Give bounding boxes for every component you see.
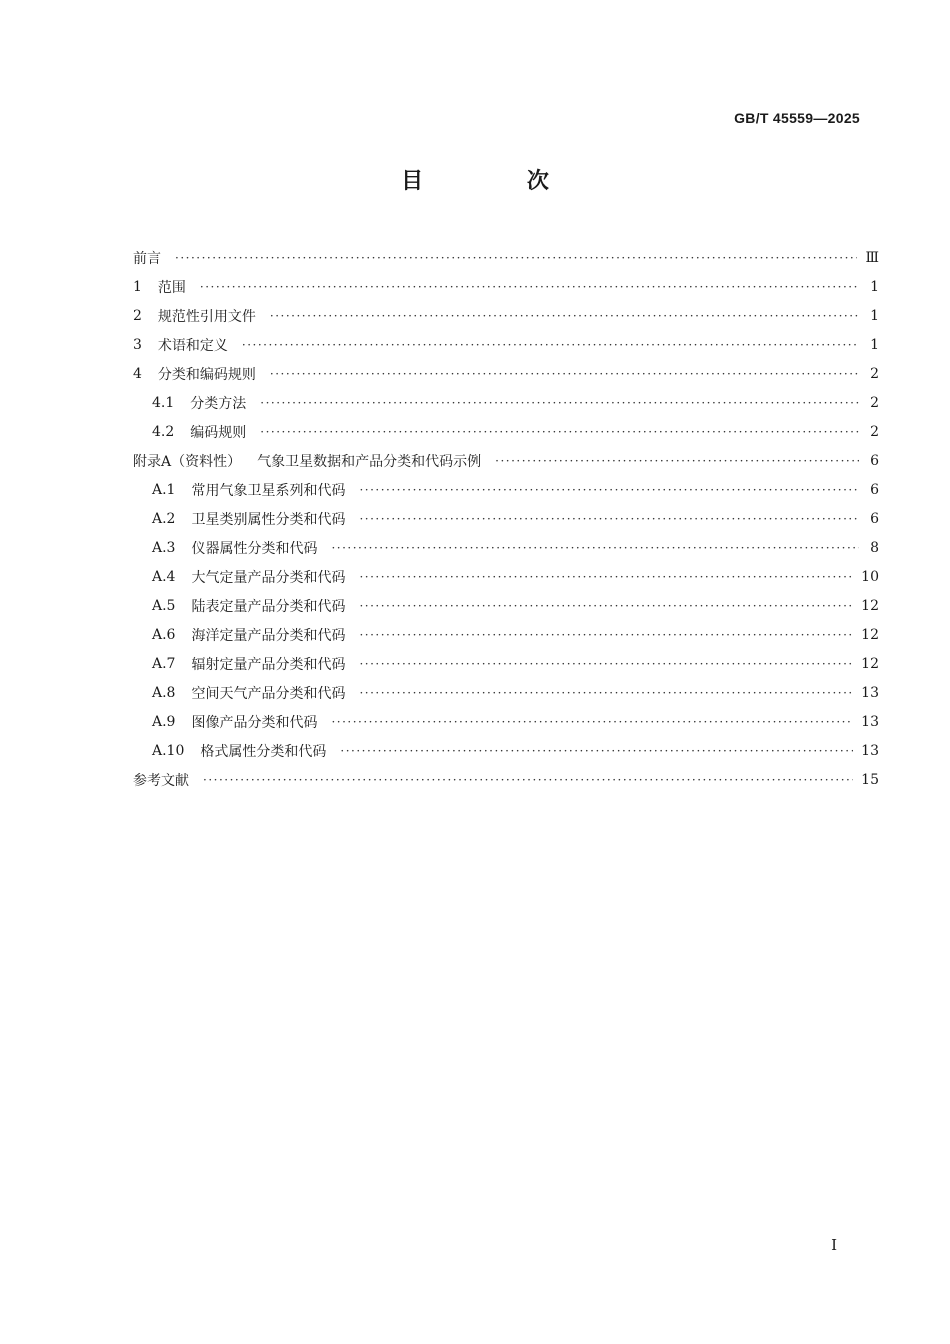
toc-entry-number: 4.2 (152, 423, 175, 440)
toc-entry-number: A.10 (152, 742, 185, 759)
toc-entry-number: 4.1 (152, 394, 175, 411)
toc-dot-leader (200, 280, 859, 294)
toc-entry-page: 1 (870, 278, 879, 295)
toc-entry-label: 常用气象卫星系列和代码 (191, 482, 346, 499)
toc-entry-number: A.1 (152, 481, 176, 498)
toc-entry-label: 前言 (133, 250, 161, 267)
toc-dot-leader (242, 338, 859, 352)
toc-entry-page: 13 (861, 713, 879, 730)
toc-entry-page: 6 (870, 510, 879, 527)
toc-entry-label: 分类和编码规则 (157, 366, 256, 383)
toc-entry[interactable] (133, 359, 879, 388)
table-of-contents (133, 243, 879, 794)
toc-entry-page: 12 (861, 626, 879, 643)
toc-dot-leader (270, 309, 859, 323)
toc-entry-number: A.5 (152, 597, 176, 614)
toc-dot-leader (331, 541, 859, 555)
toc-entry-label: 格式属性分类和代码 (200, 743, 327, 760)
toc-entry-label: 术语和定义 (157, 337, 228, 354)
toc-entry-page: 1 (870, 336, 879, 353)
toc-entry-number: 2 (133, 307, 142, 324)
toc-entry-page: 13 (861, 742, 879, 759)
toc-entry[interactable] (133, 388, 879, 417)
toc-entry-label: 陆表定量产品分类和代码 (191, 598, 346, 615)
toc-dot-leader (203, 773, 853, 787)
toc-dot-leader (270, 367, 859, 381)
toc-entry-number: A.6 (152, 626, 176, 643)
toc-entry-number: 1 (133, 278, 142, 295)
toc-dot-leader (260, 425, 859, 439)
toc-dot-leader (359, 686, 853, 700)
toc-entry-page: 13 (861, 684, 879, 701)
toc-entry-page: 10 (861, 568, 879, 585)
toc-entry[interactable] (133, 562, 879, 591)
toc-entry-label: 分类方法 (190, 395, 247, 412)
toc-entry-label: 图像产品分类和代码 (191, 714, 318, 731)
toc-dot-leader (359, 570, 853, 584)
toc-dot-leader (331, 715, 853, 729)
toc-entry[interactable] (133, 765, 879, 794)
toc-entry-page: 12 (861, 597, 879, 614)
toc-entry[interactable] (133, 707, 879, 736)
toc-entry-label: 规范性引用文件 (157, 308, 256, 325)
standard-number: GB/T 45559—2025 (734, 110, 860, 126)
toc-entry-number: 3 (133, 336, 142, 353)
toc-entry[interactable] (133, 475, 879, 504)
toc-entry-label: 空间天气产品分类和代码 (191, 685, 346, 702)
toc-entry-page: 12 (861, 655, 879, 672)
toc-entry-page: 2 (870, 365, 879, 382)
toc-entry-label: 编码规则 (190, 424, 247, 441)
toc-dot-leader (175, 251, 857, 265)
toc-entry[interactable] (133, 330, 879, 359)
toc-entry-number: A.3 (152, 539, 176, 556)
toc-entry-label: 辐射定量产品分类和代码 (191, 656, 346, 673)
toc-dot-leader (359, 599, 853, 613)
toc-dot-leader (359, 483, 859, 497)
toc-entry-number: A.9 (152, 713, 176, 730)
toc-entry[interactable] (133, 620, 879, 649)
toc-entry[interactable] (133, 446, 879, 475)
toc-entry-label: 大气定量产品分类和代码 (191, 569, 346, 586)
toc-dot-leader (359, 657, 853, 671)
toc-entry-label: 参考文献 (133, 772, 189, 789)
toc-entry-number: 4 (133, 365, 142, 382)
toc-entry[interactable] (133, 736, 879, 765)
toc-entry[interactable] (133, 649, 879, 678)
toc-entry-label: 卫星类别属性分类和代码 (191, 511, 346, 528)
toc-entry-number: A.7 (152, 655, 176, 672)
toc-entry-label: 仪器属性分类和代码 (191, 540, 318, 557)
toc-entry-page: 2 (870, 394, 879, 411)
toc-entry[interactable] (133, 301, 879, 330)
toc-dot-leader (359, 512, 859, 526)
toc-entry[interactable] (133, 678, 879, 707)
toc-entry-number: 附录A（资料性） (133, 453, 242, 470)
toc-entry-page: 1 (870, 307, 879, 324)
toc-entry-label: 范围 (157, 279, 186, 296)
toc-entry-page: 8 (870, 539, 879, 556)
toc-entry-number: A.8 (152, 684, 176, 701)
toc-entry-page: 6 (870, 481, 879, 498)
toc-entry[interactable] (133, 243, 879, 272)
toc-dot-leader (359, 628, 853, 642)
toc-entry-page: 2 (870, 423, 879, 440)
page-number: Ⅰ (831, 1236, 837, 1254)
toc-entry-number: A.2 (152, 510, 176, 527)
toc-dot-leader (495, 454, 859, 468)
toc-entry-label: 海洋定量产品分类和代码 (191, 627, 346, 644)
toc-entry-page: 6 (870, 452, 879, 469)
toc-entry-label: 气象卫星数据和产品分类和代码示例 (257, 453, 482, 470)
toc-entry[interactable] (133, 533, 879, 562)
toc-entry[interactable] (133, 504, 879, 533)
toc-entry[interactable] (133, 272, 879, 301)
toc-dot-leader (340, 744, 853, 758)
toc-dot-leader (260, 396, 859, 410)
toc-entry[interactable] (133, 591, 879, 620)
toc-entry-page: 15 (861, 771, 879, 788)
toc-title: 目 次 (401, 168, 597, 194)
toc-entry-number: A.4 (152, 568, 176, 585)
toc-entry-page: Ⅲ (865, 249, 879, 266)
toc-entry[interactable] (133, 417, 879, 446)
